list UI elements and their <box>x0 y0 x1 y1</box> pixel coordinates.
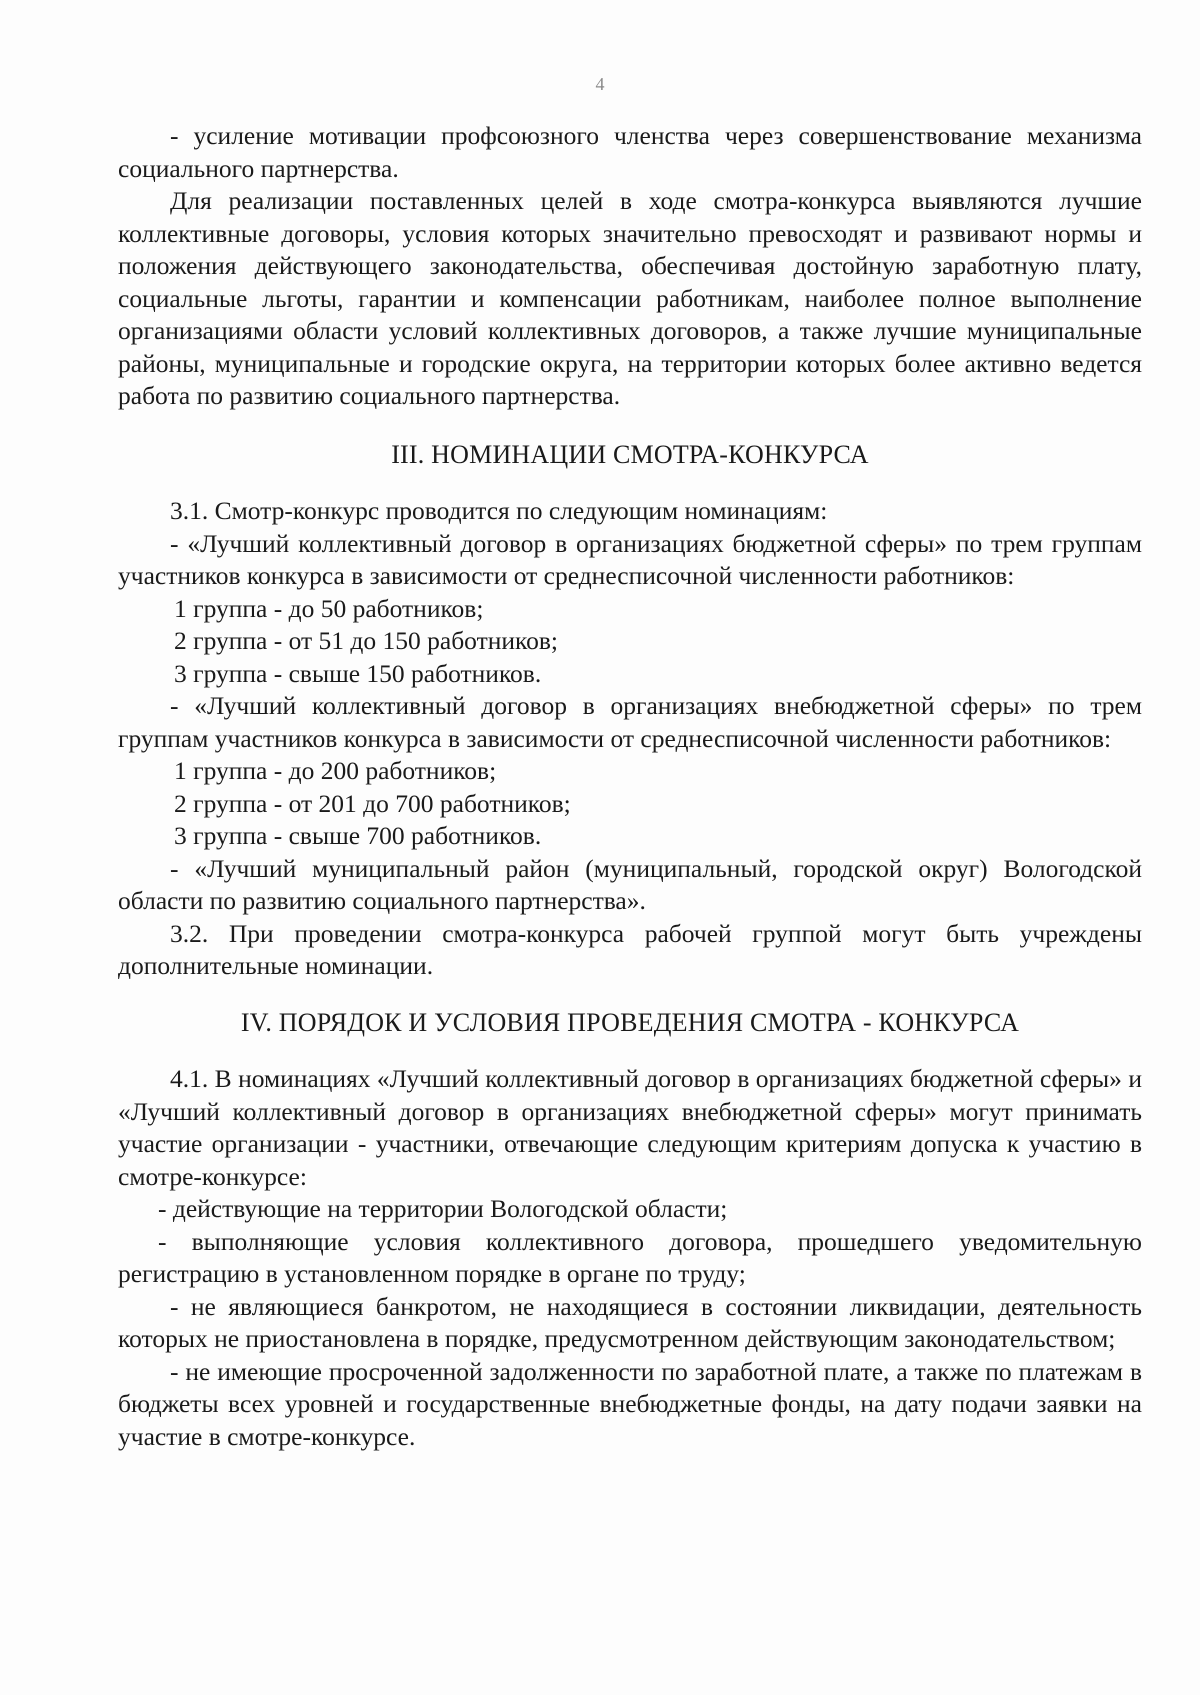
budget-group-1: 1 группа - до 50 работников; <box>174 593 484 623</box>
criterion-not-bankrupt: - не являющиеся банкротом, не находящиеся в состоянии ликвидации, деятельность которых не приостановлена в порядке, предусмотренном действующим законодательством; <box>118 1291 1142 1353</box>
criterion-registration: - выполняющие условия коллективного договора, прошедшего уведомительную регистрацию в установленном порядке в органе по труду; <box>118 1226 1142 1288</box>
section-3-heading: III. НОМИНАЦИИ СМОТРА-КОНКУРСА <box>391 439 869 469</box>
criterion-territory: - действующие на территории Вологодской области; <box>158 1194 728 1223</box>
budget-group-2: 2 группа - от 51 до 150 работников; <box>174 626 558 655</box>
section-4-1-paragraph: 4.1. В номинациях «Лучший коллективный договор в организациях бюджетной сферы» и «Лучший коллективный договор в организациях внебюджетной сферы» могут принимать участие организации - участники, отвечающие следующим критериям допуска к участию в смотре-конкурсе: <box>118 1064 1142 1191</box>
page-number: 4 <box>595 74 605 94</box>
nonbudget-group-2: 2 группа - от 201 до 700 работников; <box>174 788 571 818</box>
nonbudget-nomination: - «Лучший коллективный договор в организациях внебюджетной сферы» по трем группам участников конкурса в зависимости от среднесписочной численности работников: <box>118 691 1142 753</box>
budget-group-3: 3 группа - свыше 150 работников. <box>174 658 542 688</box>
nonbudget-group-1: 1 группа - до 200 работников; <box>174 756 497 785</box>
section-3-1-paragraph: 3.1. Смотр-конкурс проводится по следующим номинациям: <box>170 496 828 525</box>
section-4-heading: IV. ПОРЯДОК И УСЛОВИЯ ПРОВЕДЕНИЯ СМОТРА - КОНКУРСА <box>240 1007 1020 1037</box>
document-body <box>118 120 1142 1453</box>
nonbudget-group-3: 3 группа - свыше 700 работников. <box>174 821 542 850</box>
criterion-no-arrears: - не имеющие просроченной задолженности по заработной плате, а также по платежам в бюджеты всех уровней и государственные внебюджетные фонды, на дату подачи заявки на участие в смотре-конкурсе. <box>118 1356 1142 1451</box>
budget-nomination: - «Лучший коллективный договор в организациях бюджетной сферы» по трем группам участников конкурса в зависимости от среднесписочной численности работников: <box>118 528 1142 590</box>
municipal-nomination: - «Лучший муниципальный район (муниципальный, городской округ) Вологодской области по развитию социального партнерства». <box>118 853 1142 915</box>
bullet-motivation: - усиление мотивации профсоюзного членства через совершенствование механизма социального партнерства. <box>118 121 1142 183</box>
section-3-2-paragraph: 3.2. При проведении смотра-конкурса рабочей группой могут быть учреждены дополнительные номинации. <box>118 918 1142 980</box>
goals-paragraph: Для реализации поставленных целей в ходе смотра-конкурса выявляются лучшие коллективные договоры, условия которых значительно превосходят и развивают нормы и положения действующего законодательства, обеспечивая достойную заработную плату, социальные льготы, гарантии и компенсации работникам, наиболее полное выполнение организациями области условий коллективных договоров, а также лучшие муниципальные районы, муниципальные и городские округа, на территории которых более активно ведется работа по развитию социального партнерства. <box>118 186 1142 410</box>
